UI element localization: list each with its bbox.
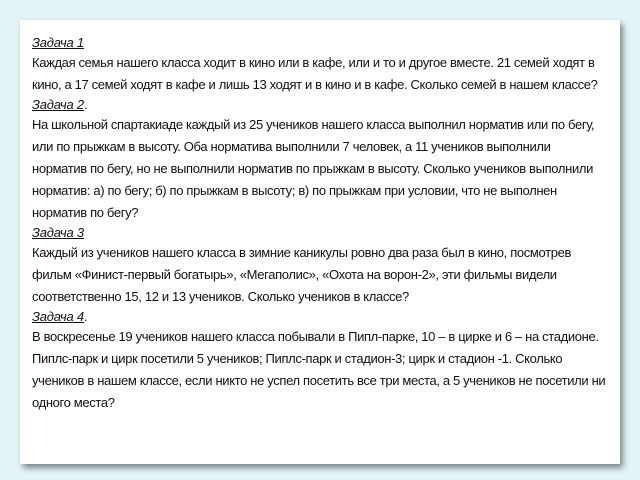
task-1-title: Задача 1 xyxy=(32,35,84,50)
task-2-title: Задача 2 xyxy=(32,97,84,112)
task-4-text: В воскресенье 19 учеников нашего класса побывали в Пипл-парке, 10 – в цирке и 6 – на стадионе. Пиплс-парк и цирк посетили 5 учеников; Пиплс-парк и стадион-3; цирк и стадион -1. Сколько учеников в нашем классе, если никто не успел посетить все три места, а 5 учеников не посетили ни одного места? xyxy=(32,329,606,410)
task-1 xyxy=(32,34,608,96)
task-3 xyxy=(32,224,608,308)
task-4-title-suffix: . xyxy=(83,309,88,324)
task-2 xyxy=(32,96,608,224)
document-card xyxy=(20,20,620,464)
task-3-title: Задача 3 xyxy=(32,225,84,240)
task-3-text: Каждый из учеников нашего класса в зимние каникулы ровно два раза был в кино, посмотрев фильм «Финист-первый богатырь», «Мегаполис», «Охота на ворон-2», эти фильмы видели соответственно 15, 12 и 13 учеников. Сколько учеников в классе? xyxy=(32,245,572,304)
task-4 xyxy=(32,308,608,414)
task-1-text: Каждая семья нашего класса ходит в кино или в кафе, или и то и другое вместе. 21 семей ходят в кино, а 17 семей ходят в кафе и лишь 13 ходят и в кино и в кафе. Сколько семей в нашем классе? xyxy=(32,55,598,92)
task-4-title: Задача 4 xyxy=(32,309,84,324)
task-2-text: На школьной спартакиаде каждый из 25 учеников нашего класса выполнил норматив или по бегу, или по прыжкам в высоту. Оба норматива выполнили 7 человек, а 11 учеников выполнили норматив по бегу, но не выполнили норматив по прыжкам в высоту. Сколько учеников выполнили норматив: а) по бегу; б) по прыжкам в высоту; в) по прыжкам при условии, что не выполнен норматив по бегу? xyxy=(32,117,595,220)
task-2-title-suffix: . xyxy=(83,97,88,112)
